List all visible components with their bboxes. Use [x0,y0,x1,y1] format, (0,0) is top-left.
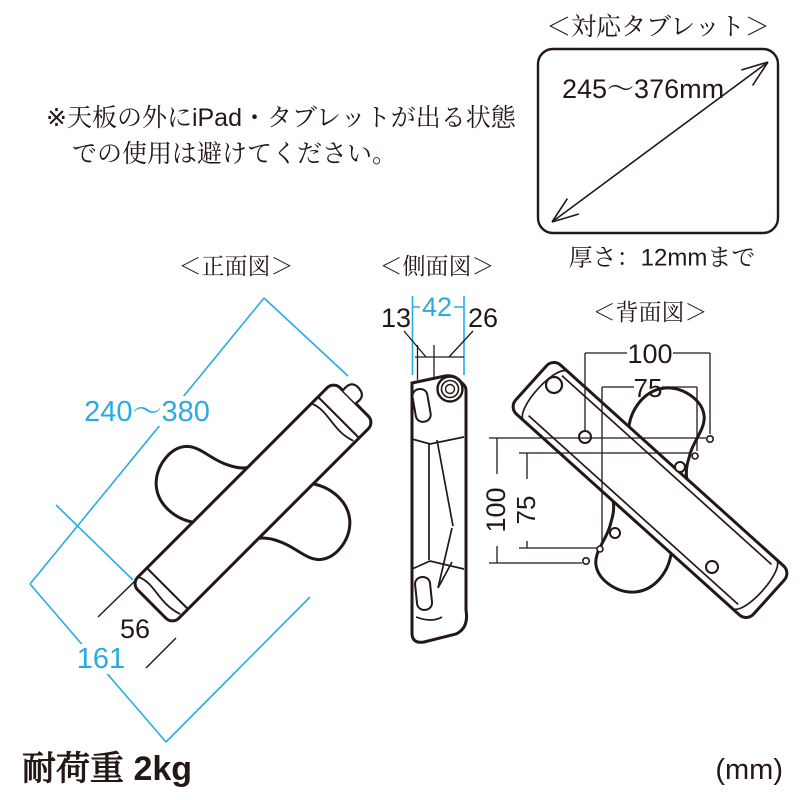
side-view-label: ＜側面図＞ [379,253,495,279]
dim-ext-wing [166,597,310,742]
tablet-diagonal-size: 245～376mm [562,74,725,104]
dim-tick-56b [146,638,176,668]
front-dim-endwidth: 56 [119,614,151,644]
back-screw-knob [546,377,562,393]
back-dim-v-outer: 100 [481,487,511,533]
back-view-label: ＜背面図＞ [592,299,708,325]
side-view-dimensions [381,292,498,380]
tablet-thickness: 厚さ：12mmまで [568,244,756,272]
load-capacity-text: 耐荷重 2kg [22,750,193,788]
usage-note-line2: での使用は避けてください。 [72,140,398,168]
back-dim-v-inner: 75 [511,495,541,525]
dim-ext-mid [56,505,133,580]
side-knob-inner [446,385,455,394]
side-dim-right: 26 [467,303,499,333]
side-view-drawing [411,376,466,643]
front-dim-length: 240～380 [84,396,210,428]
dim-ext-top [264,298,348,376]
side-hook-slot-bottom [414,576,432,610]
usage-note-line1: ※天板の外にiPad・タブレットが出る状態 [46,104,516,132]
usage-note [46,104,517,168]
tablet-size-panel [538,13,778,272]
side-dim-width: 42 [421,292,453,322]
back-dim-h-inner: 75 [633,373,663,403]
tablet-size-title: ＜対応タブレット＞ [546,13,770,41]
side-dim-left: 13 [380,303,412,333]
front-dim-wingspan: 161 [76,643,126,675]
front-view-label: ＜正面図＞ [178,253,294,279]
dim-tick-56a [98,580,136,617]
back-dim-h-outer: 100 [627,339,673,369]
unit-text: (mm) [715,754,783,786]
side-dim-leaders [404,331,473,380]
